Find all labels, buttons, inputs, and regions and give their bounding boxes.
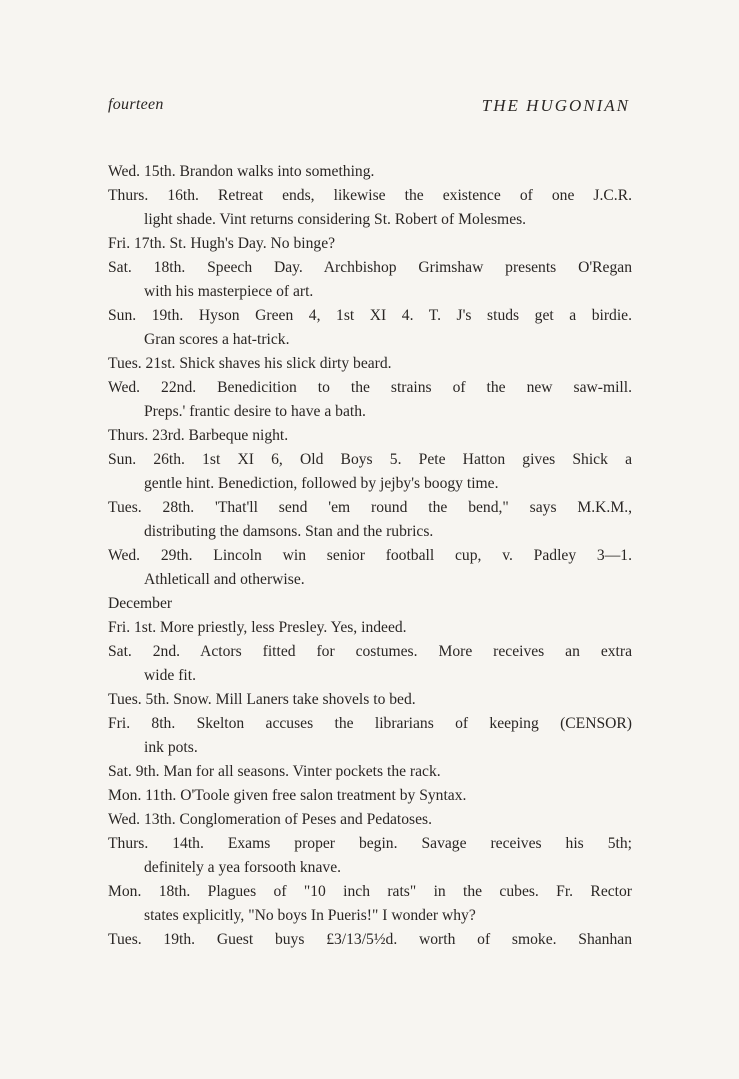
diary-entry [108, 232, 632, 256]
entry-continuation-line: light shade. Vint returns considering St. Robert of Molesmes. [144, 211, 527, 228]
diary-entry [108, 304, 632, 352]
diary-entry [108, 616, 632, 640]
entry-line: Sun. 19th. Hyson Green 4, 1st XI 4. T. J's studs get a birdie. [108, 307, 632, 324]
entry-continuation-line: distributing the damsons. Stan and the rubrics. [144, 523, 434, 540]
entry-line: Fri. 17th. St. Hugh's Day. No binge? [108, 235, 336, 252]
entry-line: Thurs. 16th. Retreat ends, likewise the existence of one J.C.R. [108, 187, 632, 204]
entry-continuation-line: with his masterpiece of art. [144, 283, 314, 300]
entry-line: Wed. 29th. Lincoln win senior football cup, v. Padley 3—1. [108, 547, 632, 564]
entry-continuation-line: wide fit. [144, 667, 196, 684]
entry-line: Sun. 26th. 1st XI 6, Old Boys 5. Pete Hatton gives Shick a [108, 451, 632, 468]
entry-line: Tues. 21st. Shick shaves his slick dirty beard. [108, 355, 392, 372]
entry-continuation-line: Athleticall and otherwise. [144, 571, 305, 588]
entry-line: Thurs. 23rd. Barbeque night. [108, 427, 289, 444]
entry-line: Mon. 18th. Plagues of "10 inch rats" in the cubes. Fr. Rector [108, 883, 632, 900]
entry-line: Wed. 13th. Conglomeration of Peses and Pedatoses. [108, 811, 432, 828]
entry-line: Sat. 18th. Speech Day. Archbishop Grimshaw presents O'Regan [108, 259, 632, 276]
entry-continuation-line: definitely a yea forsooth knave. [144, 859, 342, 876]
entry-continuation-line: states explicitly, "No boys In Pueris!" I wonder why? [144, 907, 476, 924]
publication-title: THE HUGONIAN [481, 96, 630, 115]
page-header [108, 96, 630, 120]
diary-entry [108, 376, 632, 424]
entry-continuation-line: gentle hint. Benediction, followed by jejby's boogy time. [144, 475, 499, 492]
diary-entry [108, 880, 632, 928]
diary-entry [108, 352, 632, 376]
month-heading [108, 592, 632, 616]
diary-entry [108, 256, 632, 304]
entry-line: Tues. 19th. Guest buys £3/13/5½d. worth of smoke. Shanhan [108, 931, 632, 948]
diary-entry [108, 160, 632, 184]
diary-entry [108, 184, 632, 232]
page-number: fourteen [108, 96, 164, 113]
entry-continuation-line: Gran scores a hat-trick. [144, 331, 290, 348]
diary-entry [108, 448, 632, 496]
diary-entry [108, 784, 632, 808]
entry-line: Wed. 22nd. Benedicition to the strains of the new saw-mill. [108, 379, 632, 396]
diary-entry [108, 544, 632, 592]
diary-entry [108, 688, 632, 712]
diary-entry [108, 496, 632, 544]
diary-entry [108, 712, 632, 760]
entry-line: Tues. 28th. 'That'll send 'em round the bend," says M.K.M., [108, 499, 632, 516]
diary-entry [108, 808, 632, 832]
diary-entry [108, 640, 632, 688]
month-heading-text: December [108, 595, 173, 612]
entry-line: Sat. 2nd. Actors fitted for costumes. More receives an extra [108, 643, 632, 660]
entry-continuation-line: Preps.' frantic desire to have a bath. [144, 403, 366, 420]
entry-continuation-line: ink pots. [144, 739, 198, 756]
diary-entry [108, 832, 632, 880]
entry-line: Thurs. 14th. Exams proper begin. Savage receives his 5th; [108, 835, 632, 852]
diary-entry [108, 424, 632, 448]
entry-line: Fri. 8th. Skelton accuses the librarians of keeping (CENSOR) [108, 715, 632, 732]
diary-entry [108, 928, 632, 952]
entry-line: Sat. 9th. Man for all seasons. Vinter pockets the rack. [108, 763, 441, 780]
entry-line: Mon. 11th. O'Toole given free salon treatment by Syntax. [108, 787, 467, 804]
entry-line: Tues. 5th. Snow. Mill Laners take shovels to bed. [108, 691, 416, 708]
diary-entry [108, 760, 632, 784]
entry-line: Wed. 15th. Brandon walks into something. [108, 163, 375, 180]
entry-line: Fri. 1st. More priestly, less Presley. Yes, indeed. [108, 619, 407, 636]
